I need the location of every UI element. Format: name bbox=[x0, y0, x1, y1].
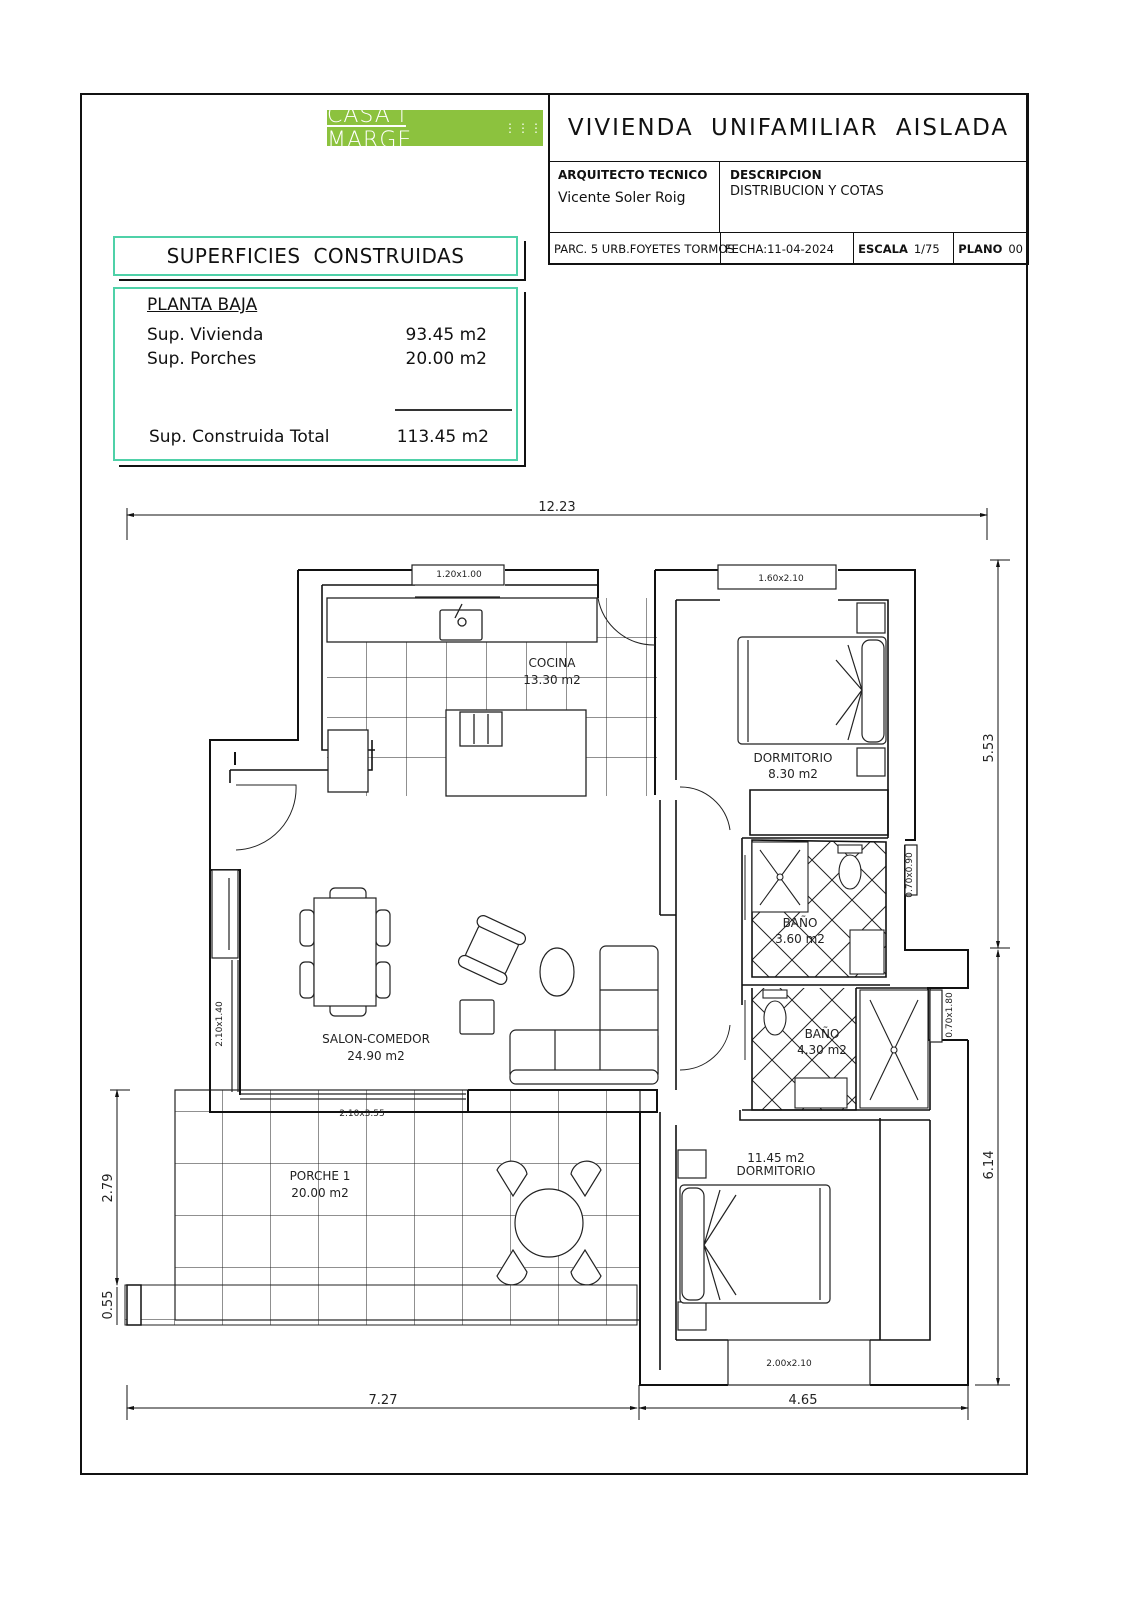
room-area-bano2: 4.30 m2 bbox=[797, 1043, 847, 1057]
room-label-salon: SALON-COMEDOR bbox=[322, 1032, 430, 1046]
side-table-icon bbox=[460, 1000, 494, 1034]
description-value: DISTRIBUCION Y COTAS bbox=[730, 184, 884, 199]
dimension-bottom-right: 4.65 bbox=[788, 1393, 818, 1408]
surface-label: Sup. Vivienda bbox=[147, 325, 264, 345]
room-label-dormitorio2: DORMITORIO bbox=[736, 1164, 816, 1178]
room-label-cocina: COCINA bbox=[528, 656, 576, 670]
room-label-porche: PORCHE 1 bbox=[289, 1169, 351, 1183]
toilet-tank-icon bbox=[838, 845, 862, 853]
surface-label: Sup. Porches bbox=[147, 349, 257, 369]
dimension-right-lower: 6.14 bbox=[982, 1150, 997, 1180]
logo-text: CASA i MARGE bbox=[327, 103, 413, 153]
room-label-dormitorio1: DORMITORIO bbox=[753, 751, 833, 765]
total-label: Sup. Construida Total bbox=[149, 427, 330, 447]
pillow-icon bbox=[682, 1188, 704, 1300]
bathroom-door-swing bbox=[680, 1025, 730, 1070]
window-label: 2.00x2.10 bbox=[766, 1359, 812, 1369]
window-label: 1.60x2.10 bbox=[758, 574, 804, 584]
washbasin-icon bbox=[850, 930, 884, 974]
dimension-porch-depth: 2.79 bbox=[101, 1173, 116, 1203]
description-label: DESCRIPCION bbox=[730, 168, 822, 182]
architect-label: ARQUITECTO TECNICO bbox=[558, 168, 708, 182]
dimension-step: 0.55 bbox=[101, 1290, 116, 1320]
surface-value: 20.00 m2 bbox=[405, 349, 487, 369]
room-area-dormitorio1: 8.30 m2 bbox=[768, 767, 818, 781]
room-label-bano1: BAÑO bbox=[782, 916, 818, 930]
window-label: 2.10x1.40 bbox=[215, 1001, 225, 1047]
dimension-total-width: 12.23 bbox=[538, 500, 576, 515]
sofa-icon bbox=[510, 946, 658, 1084]
surfaces-title: SUPERFICIES CONSTRUIDAS bbox=[113, 236, 518, 276]
window-label: 2.10x3.55 bbox=[339, 1109, 385, 1119]
architect-name: Vicente Soler Roig bbox=[558, 190, 686, 206]
round-table-icon bbox=[515, 1189, 583, 1257]
window-label: 1.20x1.00 bbox=[436, 570, 482, 580]
scale-label: ESCALA bbox=[858, 242, 908, 256]
date-cell: FECHA:11-04-2024 bbox=[721, 233, 854, 265]
plan-number-label: PLANO bbox=[958, 242, 1003, 256]
entry-door-swing bbox=[236, 785, 296, 850]
toilet-icon bbox=[839, 855, 861, 889]
room-area-bano1: 3.60 m2 bbox=[775, 932, 825, 946]
logo-grid-icon: ⋮⋮⋮ bbox=[504, 120, 543, 135]
scale-value: 1/75 bbox=[913, 242, 940, 256]
dimension-bottom-left: 7.27 bbox=[368, 1393, 398, 1408]
fridge-icon bbox=[328, 730, 368, 792]
total-value: 113.45 m2 bbox=[396, 427, 489, 447]
armchair-icon bbox=[457, 914, 528, 987]
sink-drain-icon bbox=[458, 618, 466, 626]
window-label: 0.70x0.90 bbox=[905, 852, 915, 898]
room-label-bano2: BAÑO bbox=[804, 1027, 840, 1041]
room-area-cocina: 13.30 m2 bbox=[523, 673, 581, 687]
surface-value: 93.45 m2 bbox=[405, 325, 487, 345]
plan-number-value: 00 bbox=[1008, 242, 1023, 256]
dining-table-icon bbox=[314, 898, 376, 1006]
room-area-salon: 24.90 m2 bbox=[347, 1049, 405, 1063]
coffee-table-icon bbox=[540, 948, 574, 996]
window-label: 0.70x1.80 bbox=[945, 992, 955, 1038]
room-area-dormitorio2: 11.45 m2 bbox=[747, 1151, 805, 1165]
floor-section-label: PLANTA BAJA bbox=[147, 295, 258, 315]
room-area-porche: 20.00 m2 bbox=[291, 1186, 349, 1200]
washbasin-icon bbox=[795, 1078, 847, 1108]
bedroom1-door-swing bbox=[680, 787, 730, 830]
parcel-cell: PARC. 5 URB.FOYETES TORMOS bbox=[550, 233, 721, 265]
toilet-icon bbox=[764, 1001, 786, 1035]
pillow-icon bbox=[862, 640, 884, 742]
cooktop-icon bbox=[460, 712, 502, 746]
project-title: VIVIENDA UNIFAMILIAR AISLADA bbox=[550, 95, 1027, 162]
dimension-right-upper: 5.53 bbox=[982, 733, 997, 763]
